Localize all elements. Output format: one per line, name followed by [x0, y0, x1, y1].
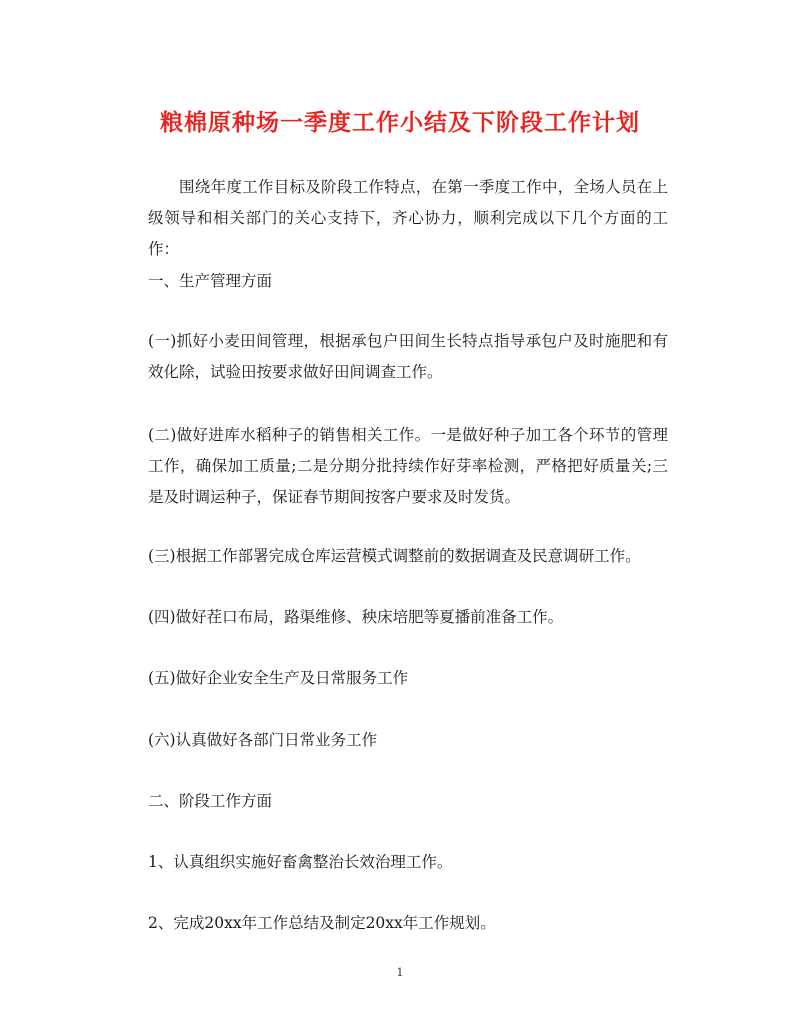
item-6-paragraph: (六)认真做好各部门日常业务工作	[148, 731, 378, 749]
item-5-paragraph: (五)做好企业安全生产及日常服务工作	[148, 669, 409, 687]
document-title: 粮棉原种场一季度工作小结及下阶段工作计划	[160, 109, 640, 136]
item-3-paragraph: (三)根据工作部署完成仓库运营模式调整前的数据调查及民意调研工作。	[148, 547, 641, 565]
section-heading-stage: 二、阶段工作方面	[148, 792, 273, 810]
page-number: 1	[396, 966, 404, 979]
item-2-paragraph: (二)做好进库水稻种子的销售相关工作。一是做好种子加工各个环节的管理工作，确保加工质量;二是分期分批持续作好芽率检测，严格把好质量关;三是及时调运种子，保证春节期间按客户要求及时发货。	[148, 426, 668, 506]
section-heading-production: 一、生产管理方面	[148, 272, 273, 290]
stage-item-2-paragraph: 2、完成20xx年工作总结及制定20xx年工作规划。	[148, 914, 496, 932]
intro-paragraph: 围绕年度工作目标及阶段工作特点，在第一季度工作中，全场人员在上级领导和相关部门的关心支持下，齐心协力，顺利完成以下几个方面的工作：	[148, 178, 668, 258]
item-4-paragraph: (四)做好茬口布局，路渠维修、秧床培肥等夏播前准备工作。	[148, 608, 564, 626]
item-1-paragraph: (一)抓好小麦田间管理，根据承包户田间生长特点指导承包户及时施肥和有效化除，试验田按要求做好田间调查工作。	[148, 332, 668, 381]
stage-item-1-paragraph: 1、认真组织实施好畜禽整治长效治理工作。	[148, 853, 453, 871]
